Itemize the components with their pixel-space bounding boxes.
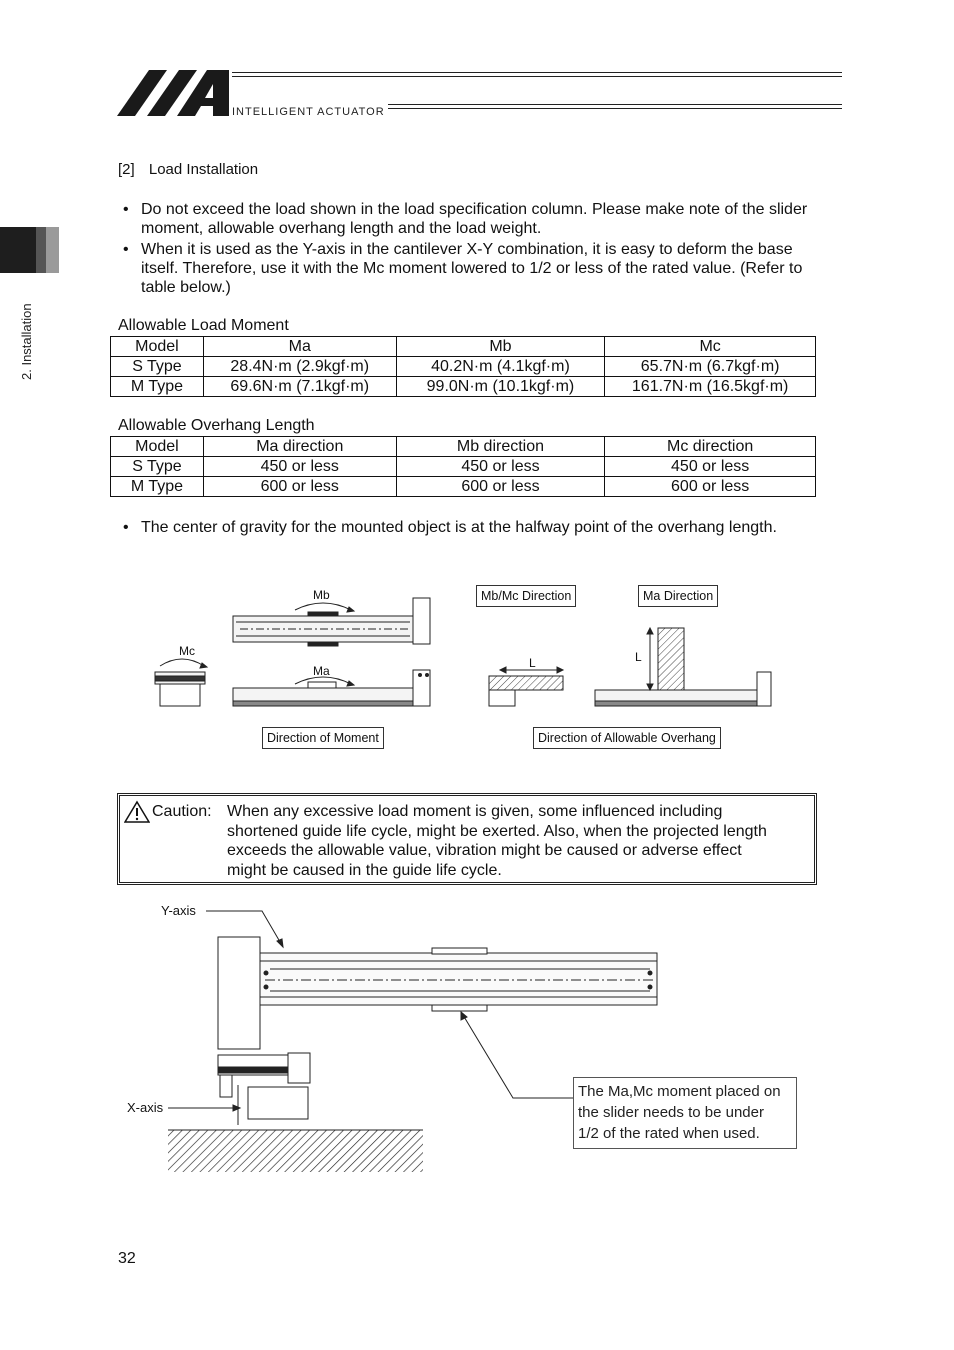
table-header-cell: Mb (396, 337, 605, 357)
table-cell: S Type (111, 457, 204, 477)
overhang-l-vertical-label: L (635, 650, 642, 664)
table-cell: 600 or less (396, 477, 605, 497)
page-number: 32 (118, 1250, 136, 1267)
table-header-cell: Model (111, 337, 204, 357)
bullet-item: • When it is used as the Y-axis in the cantilever X-Y combination, it is easy to deform the base itself. Therefore, use it with the Mc moment lowered to 1/2 or less of the rated value. (Refer to table below.) (119, 240, 819, 297)
warning-icon (124, 800, 150, 824)
section-heading (118, 161, 258, 178)
section-number: [2] (118, 161, 135, 178)
logo (117, 70, 229, 116)
ground-hatch (168, 1130, 423, 1172)
overhang-l-horizontal-label: L (529, 656, 536, 670)
table-cell: 65.7N·m (6.7kgf·m) (605, 357, 816, 377)
table-cell: M Type (111, 377, 204, 397)
side-tab-shade-2 (46, 227, 59, 273)
ma-direction-label: Ma Direction (638, 585, 718, 607)
moment-callout (573, 1077, 797, 1149)
caution-box (117, 793, 817, 885)
header-rule-bottom-2 (388, 108, 842, 109)
mbmc-direction-label: Mb/Mc Direction (476, 585, 576, 607)
bullet-list-top (119, 200, 819, 299)
actuator-side-view (233, 670, 430, 706)
table-header-cell: Mc direction (605, 437, 816, 457)
caution-line: might be caused in the guide life cycle. (227, 861, 502, 879)
brand-text: INTELLIGENT ACTUATOR (232, 106, 385, 118)
table-row (111, 357, 816, 377)
callout-line: The Ma,Mc moment placed on (578, 1083, 781, 1100)
overhang-vertical (595, 628, 771, 706)
direction-of-moment-label: Direction of Moment (262, 727, 384, 749)
table-row (111, 377, 816, 397)
header-rule-top-2 (232, 76, 842, 77)
caution-line: shortened guide life cycle, might be exerted. Also, when the projected length (227, 822, 767, 840)
table-header-cell: Ma direction (203, 437, 396, 457)
table-cell: 28.4N·m (2.9kgf·m) (203, 357, 396, 377)
actuator-end-view (155, 659, 207, 706)
chapter-label: 2. Installation (19, 303, 34, 380)
moment-table-caption: Allowable Load Moment (118, 317, 289, 334)
bullet-list-cog (119, 518, 839, 539)
table-header-cell: Mc (605, 337, 816, 357)
table-cell: 600 or less (203, 477, 396, 497)
direction-of-overhang-label: Direction of Allowable Overhang (533, 727, 721, 749)
table-cell: 600 or less (605, 477, 816, 497)
table-header-row (111, 437, 816, 457)
table-cell: 40.2N·m (4.1kgf·m) (396, 357, 605, 377)
table-cell: S Type (111, 357, 204, 377)
side-tab-shade-1 (36, 227, 46, 273)
overhang-horizontal (489, 667, 563, 706)
caution-text (227, 802, 812, 880)
caution-line: When any excessive load moment is given, some influenced including (227, 803, 723, 820)
moment-table (110, 336, 816, 397)
table-row (111, 477, 816, 497)
caution-label: Caution: (152, 803, 212, 820)
table-header-row (111, 337, 816, 357)
iai-logo-mark (117, 70, 229, 116)
callout-line: 1/2 of the rated when used. (578, 1125, 760, 1142)
table-cell: M Type (111, 477, 204, 497)
table-cell: 99.0N·m (10.1kgf·m) (396, 377, 605, 397)
table-header-cell: Mb direction (396, 437, 605, 457)
x-axis-actuator (218, 1053, 310, 1125)
actuator-top-view (233, 598, 430, 646)
section-title: Load Installation (148, 161, 259, 178)
table-cell: 69.6N·m (7.1kgf·m) (203, 377, 396, 397)
table-row (111, 457, 816, 477)
x-axis-label: X-axis (127, 1100, 164, 1115)
mb-label: Mb (313, 588, 330, 602)
table-header-cell: Ma (203, 337, 396, 357)
bullet-item: • Do not exceed the load shown in the load specification column. Please make note of the slider moment, allowable overhang length and the load weight. (119, 200, 819, 238)
header-rule-top-1 (232, 72, 842, 73)
table-header-cell: Model (111, 437, 204, 457)
callout-line: the slider needs to be under (578, 1104, 764, 1121)
caution-line: exceeds the allowable value, vibration might be caused or adverse effect (227, 842, 742, 859)
overhang-table (110, 436, 816, 497)
side-tab-marker (0, 227, 36, 273)
ma-label: Ma (313, 664, 330, 678)
y-axis-label: Y-axis (161, 903, 196, 918)
overhang-table-caption: Allowable Overhang Length (118, 417, 315, 434)
table-cell: 450 or less (396, 457, 605, 477)
y-axis-actuator (218, 937, 657, 1049)
table-cell: 161.7N·m (16.5kgf·m) (605, 377, 816, 397)
mc-label: Mc (179, 644, 195, 658)
header-rule-bottom-1 (388, 104, 842, 105)
table-cell: 450 or less (605, 457, 816, 477)
table-cell: 450 or less (203, 457, 396, 477)
bullet-item: • The center of gravity for the mounted object is at the halfway point of the overhang length. (119, 518, 839, 537)
